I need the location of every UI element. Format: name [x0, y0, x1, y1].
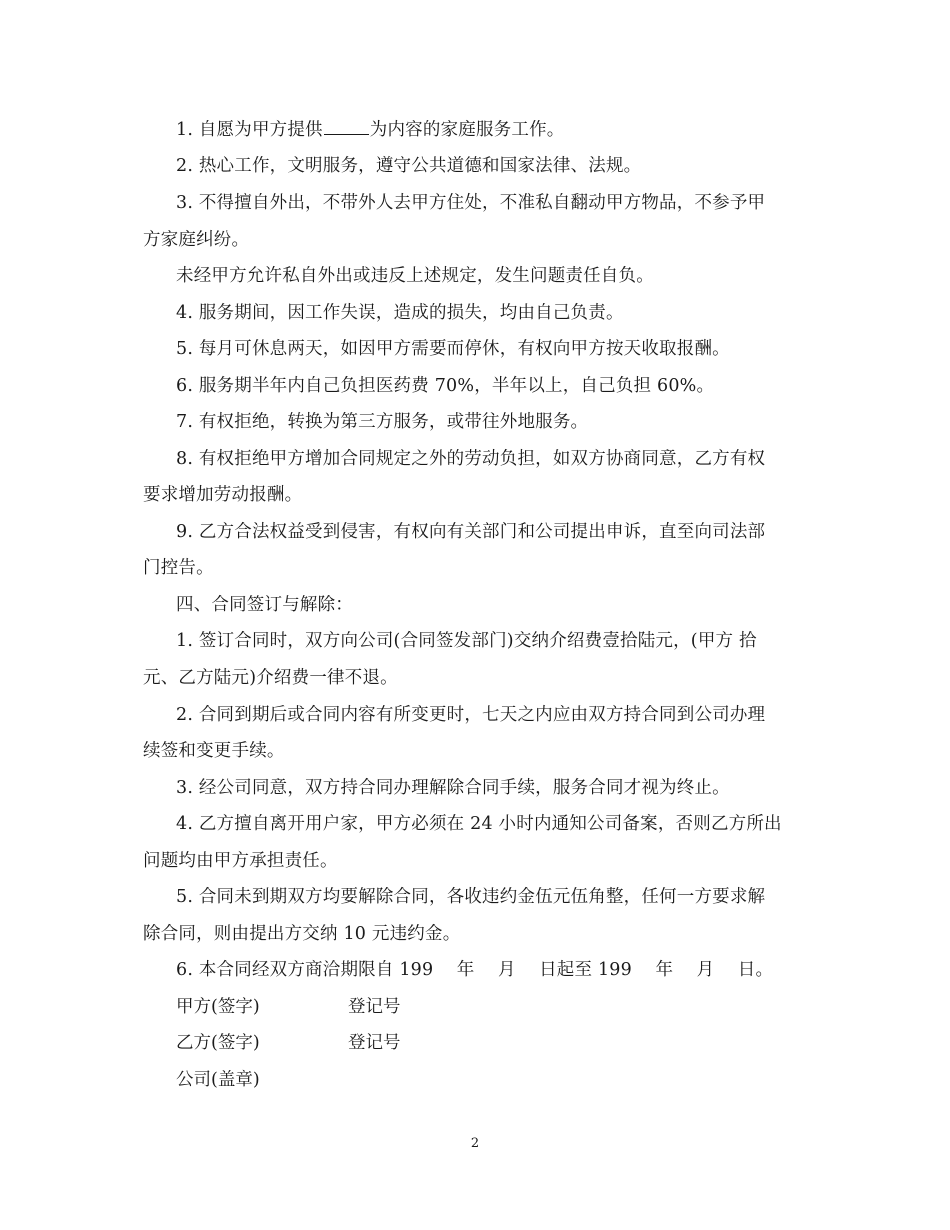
clause-line: 4. 服务期间，因工作失误，造成的损失，均由自己负责。 [176, 303, 624, 323]
company-seal-label: 公司(盖章) [176, 1070, 260, 1090]
clause-line [176, 118, 564, 142]
clause-line: 4. 乙方擅自离开用户家，甲方必须在 24 小时内通知公司备案，否则乙方所出 [176, 814, 782, 834]
clause-line: 2. 热心工作，文明服务，遵守公共道德和国家法律、法规。 [176, 156, 642, 176]
section-heading: 四、合同签订与解除： [176, 595, 353, 615]
clause-line: 7. 有权拒绝，转换为第三方服务，或带往外地服务。 [176, 412, 589, 432]
party-a-registration-label: 登记号 [348, 997, 401, 1017]
clause-line: 8. 有权拒绝甲方增加合同规定之外的劳动负担，如双方协商同意，乙方有权 [176, 449, 766, 469]
clause-line: 续签和变更手续。 [143, 741, 285, 761]
clause-line: 未经甲方允许私自外出或违反上述规定，发生问题责任自负。 [176, 266, 654, 286]
clause-text: 为内容的家庭服务工作。 [369, 120, 565, 140]
clause-line: 9. 乙方合法权益受到侵害，有权向有关部门和公司提出申诉，直至向司法部 [176, 522, 766, 542]
clause-line: 元、乙方陆元)介绍费一律不退。 [143, 668, 398, 688]
clause-line: 6. 本合同经双方商洽期限自 199 年 月 日起至 199 年 月 日。 [176, 960, 774, 980]
clause-line: 3. 经公司同意，双方持合同办理解除合同手续，服务合同才视为终止。 [176, 778, 730, 798]
clause-line: 门控告。 [143, 558, 214, 578]
party-b-registration-label: 登记号 [348, 1033, 401, 1053]
clause-line: 要求增加劳动报酬。 [143, 485, 303, 505]
clause-line: 6. 服务期半年内自己负担医药费 70%，半年以上，自己负担 60%。 [176, 376, 715, 396]
clause-line: 问题均由甲方承担责任。 [143, 851, 338, 871]
clause-line: 3. 不得擅自外出，不带外人去甲方住处，不准私自翻动甲方物品，不参予甲 [176, 193, 766, 213]
party-a-signature-label: 甲方(签字) [176, 997, 260, 1017]
clause-line: 方家庭纠纷。 [143, 230, 250, 250]
clause-line: 除合同，则由提出方交纳 10 元违约金。 [143, 924, 461, 944]
page-number: 2 [470, 1136, 480, 1151]
clause-line: 5. 合同未到期双方均要解除合同，各收违约金伍元伍角整，任何一方要求解 [176, 887, 766, 907]
clause-line: 2. 合同到期后或合同内容有所变更时，七天之内应由双方持合同到公司办理 [176, 705, 766, 725]
party-b-signature-label: 乙方(签字) [176, 1033, 260, 1053]
clause-line: 1. 签订合同时，双方向公司(合同签发部门)交纳介绍费壹拾陆元，(甲方 拾 [176, 631, 757, 651]
fill-in-blank[interactable] [324, 120, 369, 135]
clause-text: 1. 自愿为甲方提供 [176, 120, 323, 140]
clause-line: 5. 每月可休息两天，如因甲方需要而停休，有权向甲方按天收取报酬。 [176, 339, 730, 359]
